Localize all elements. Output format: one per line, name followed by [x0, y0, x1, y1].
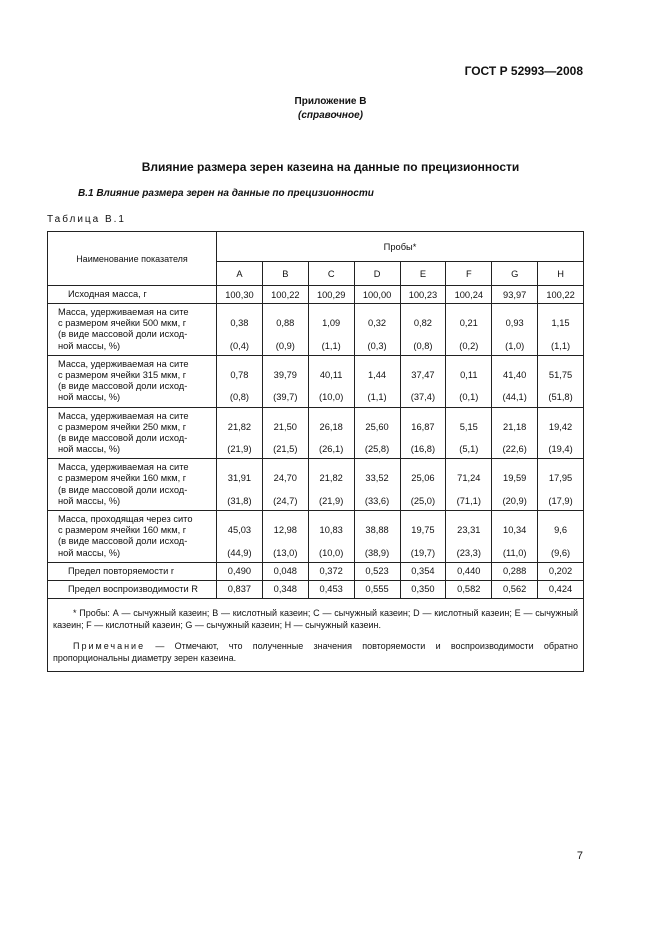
- spacer: [448, 514, 489, 525]
- spacer: [540, 514, 581, 525]
- document-code: ГОСТ Р 52993—2008: [464, 64, 583, 78]
- spacer: [357, 359, 398, 370]
- percent-value: (26,1): [319, 444, 344, 455]
- spacer: [540, 329, 581, 340]
- mass-value: 0,32: [368, 318, 387, 329]
- percent-value: (24,7): [273, 495, 298, 506]
- spacer: [540, 536, 581, 547]
- mass-value: 39,79: [273, 369, 297, 380]
- spacer: [311, 462, 352, 473]
- row-label-line: Масса, удерживаемая на сите: [58, 358, 189, 369]
- table-cell: 0,348: [262, 580, 308, 598]
- row-label: [48, 304, 217, 356]
- table-container: [47, 231, 584, 672]
- row-label-line: (в виде массовой доли исход-: [58, 484, 188, 495]
- table-cell: [400, 304, 446, 356]
- mass-value: 16,87: [411, 421, 435, 432]
- percent-value: (71,1): [456, 495, 481, 506]
- percent-value: (20,9): [502, 495, 527, 506]
- mass-value: 19,42: [548, 421, 573, 432]
- spacer: [403, 514, 444, 525]
- percent-value: (10,0): [319, 392, 344, 403]
- spacer: [311, 433, 352, 444]
- table-cell: 0,288: [492, 562, 538, 580]
- table-cell: 100,22: [538, 286, 584, 304]
- spacer: [219, 307, 260, 318]
- column-header: F: [446, 262, 492, 286]
- table-row-group: [48, 459, 584, 511]
- row-label: [48, 511, 217, 563]
- spacer: [311, 536, 352, 547]
- footnote-cell: [48, 598, 584, 671]
- mass-value: 21,50: [273, 421, 297, 432]
- spacer: [219, 433, 260, 444]
- spacer: [357, 307, 398, 318]
- percent-value: (13,0): [273, 547, 298, 558]
- spacer: [311, 307, 352, 318]
- table-cell: [400, 355, 446, 407]
- spacer: [494, 411, 535, 422]
- percent-value: (17,9): [548, 495, 573, 506]
- mass-value: 26,18: [319, 421, 343, 432]
- spacer: [403, 462, 444, 473]
- percent-value: (0,8): [229, 392, 249, 403]
- mass-value: 41,40: [503, 369, 527, 380]
- percent-value: (25,8): [364, 444, 390, 455]
- mass-value: 33,52: [365, 473, 389, 484]
- table-cell: [262, 355, 308, 407]
- row-label: [48, 459, 217, 511]
- spacer: [219, 514, 260, 525]
- mass-value: 0,88: [276, 318, 295, 329]
- spacer: [357, 514, 398, 525]
- table-cell: 0,837: [217, 580, 263, 598]
- table-cell: [492, 355, 538, 407]
- spacer: [494, 329, 535, 340]
- row-label-line: с размером ячейки 500 мкм, г: [58, 318, 187, 329]
- table-cell: [354, 511, 400, 563]
- row-label: Предел воспроизводимости R: [48, 580, 217, 598]
- table-row-group: [48, 511, 584, 563]
- table-cell: [354, 407, 400, 459]
- mass-value: 1,44: [368, 369, 387, 380]
- percent-value: (11,0): [502, 547, 527, 558]
- table-cell: 0,424: [538, 580, 584, 598]
- table-cell: 100,00: [354, 286, 400, 304]
- table-cell: 0,372: [308, 562, 354, 580]
- table-cell: [217, 459, 263, 511]
- spacer: [448, 411, 489, 422]
- appendix-title: Приложение В: [294, 96, 367, 107]
- row-label-line: ной массы, %): [58, 495, 121, 506]
- table-cell: 0,490: [217, 562, 263, 580]
- appendix-subtitle: (справочное): [298, 110, 363, 121]
- row-label-line: Масса, проходящая через сито: [58, 514, 193, 524]
- percent-value: (33,6): [364, 495, 390, 506]
- header-probes-cell: Пробы*: [217, 232, 584, 262]
- percent-value: (0,2): [459, 340, 479, 351]
- table-cell: [446, 407, 492, 459]
- mass-value: 31,91: [227, 473, 252, 484]
- spacer: [403, 359, 444, 370]
- spacer: [311, 381, 352, 392]
- percent-value: (31,8): [227, 495, 252, 506]
- spacer: [403, 536, 444, 547]
- table-cell: [308, 511, 354, 563]
- column-header: B: [262, 262, 308, 286]
- percent-value: (19,4): [548, 444, 573, 455]
- spacer: [219, 359, 260, 370]
- table-cell: [354, 304, 400, 356]
- spacer: [540, 462, 581, 473]
- percent-value: (0,9): [275, 340, 295, 351]
- mass-value: 5,15: [459, 421, 478, 432]
- spacer: [494, 462, 535, 473]
- table-cell: 0,562: [492, 580, 538, 598]
- table-cell: [446, 355, 492, 407]
- percent-value: (0,1): [459, 392, 479, 403]
- spacer: [494, 381, 535, 392]
- percent-value: (1,0): [505, 340, 525, 351]
- table-cell: 100,22: [262, 286, 308, 304]
- table-cell: [538, 355, 584, 407]
- row-label-line: ной массы, %): [58, 547, 121, 558]
- spacer: [403, 307, 444, 318]
- mass-value: 38,88: [365, 525, 389, 536]
- mass-value: 9,6: [554, 525, 568, 536]
- table-cell: [354, 459, 400, 511]
- spacer: [448, 307, 489, 318]
- spacer: [265, 433, 306, 444]
- spacer: [219, 536, 260, 547]
- table-cell: 0,202: [538, 562, 584, 580]
- column-header: E: [400, 262, 446, 286]
- table-cell: [262, 511, 308, 563]
- mass-value: 10,34: [503, 525, 527, 536]
- row-label-line: Масса, удерживаемая на сите: [58, 410, 189, 421]
- main-title: Влияние размера зерен казеина на данные по прецизионности: [141, 160, 520, 174]
- percent-value: (22,6): [502, 444, 527, 455]
- mass-value: 19,59: [503, 473, 527, 484]
- spacer: [357, 329, 398, 340]
- spacer: [448, 359, 489, 370]
- table-cell: 0,440: [446, 562, 492, 580]
- table-cell: [308, 459, 354, 511]
- table-row-group: [48, 407, 584, 459]
- table-cell: 0,523: [354, 562, 400, 580]
- table-cell: 0,453: [308, 580, 354, 598]
- column-header: H: [538, 262, 584, 286]
- mass-value: 0,38: [230, 318, 249, 329]
- spacer: [265, 411, 306, 422]
- mass-value: 21,82: [319, 473, 343, 484]
- note-text: — Отмечают, что полученные значения повторяемости и воспроизводимости обратно пропорциональны диаметру зерен казеина.: [53, 640, 578, 664]
- table-cell: 0,555: [354, 580, 400, 598]
- spacer: [540, 307, 581, 318]
- column-header: G: [492, 262, 538, 286]
- percent-value: (9,6): [551, 547, 571, 558]
- table-cell: [446, 459, 492, 511]
- mass-value: 45,03: [227, 525, 252, 536]
- spacer: [219, 329, 260, 340]
- percent-value: (44,9): [227, 547, 252, 558]
- row-label-line: ной массы, %): [58, 444, 121, 455]
- mass-value: 25,60: [365, 421, 389, 432]
- table-cell: [217, 304, 263, 356]
- table-cell: [492, 511, 538, 563]
- spacer: [403, 485, 444, 496]
- spacer: [311, 329, 352, 340]
- mass-value: 21,18: [503, 421, 527, 432]
- spacer: [448, 485, 489, 496]
- spacer: [403, 411, 444, 422]
- row-label-line: ной массы, %): [58, 340, 121, 351]
- row-label: Предел повторяемости r: [48, 562, 217, 580]
- column-header: C: [308, 262, 354, 286]
- percent-value: (16,8): [410, 444, 436, 455]
- mass-value: 12,98: [273, 525, 297, 536]
- spacer: [403, 381, 444, 392]
- mass-value: 1,09: [322, 318, 341, 329]
- table-cell: [308, 407, 354, 459]
- mass-value: 0,21: [459, 318, 478, 329]
- spacer: [448, 329, 489, 340]
- table-cell: [538, 407, 584, 459]
- spacer: [540, 485, 581, 496]
- spacer: [540, 359, 581, 370]
- row-label-line: Масса, удерживаемая на сите: [58, 462, 189, 473]
- section-title: В.1 Влияние размера зерен на данные по прецизионности: [78, 188, 374, 199]
- row-label-line: с размером ячейки 160 мкм, г: [58, 473, 187, 484]
- row-label: [48, 355, 217, 407]
- row-label-line: (в виде массовой доли исход-: [58, 536, 188, 547]
- spacer: [403, 329, 444, 340]
- table-cell: 93,97: [492, 286, 538, 304]
- table-cell: 0,350: [400, 580, 446, 598]
- table-cell: [262, 407, 308, 459]
- spacer: [494, 307, 535, 318]
- spacer: [311, 359, 352, 370]
- table-row: [48, 562, 584, 580]
- spacer: [311, 411, 352, 422]
- mass-value: 51,75: [548, 369, 573, 380]
- spacer: [265, 359, 306, 370]
- table-cell: 100,29: [308, 286, 354, 304]
- row-label-line: Масса, удерживаемая на сите: [58, 307, 189, 317]
- spacer: [357, 433, 398, 444]
- spacer: [219, 462, 260, 473]
- spacer: [357, 536, 398, 547]
- table-cell: [538, 459, 584, 511]
- row-label-line: ной массы, %): [58, 392, 121, 403]
- row-label: [48, 407, 217, 459]
- column-header: D: [354, 262, 400, 286]
- header-name-cell: Наименование показателя: [48, 232, 217, 286]
- spacer: [448, 381, 489, 392]
- spacer: [448, 536, 489, 547]
- note-paragraph: [53, 640, 578, 665]
- footnote-text: * Пробы: А — сычужный казеин; В — кислотный казеин; С — сычужный казеин; D — кислотный казеин; Е — сычужный казеин; F — кислотный казеин; G — сычужный казеин; Н — сычужный казеин.: [53, 607, 578, 631]
- mass-value: 25,06: [411, 473, 435, 484]
- mass-value: 37,47: [411, 369, 435, 380]
- mass-value: 19,75: [411, 525, 435, 536]
- table-cell: [400, 407, 446, 459]
- row-label-line: с размером ячейки 250 мкм, г: [58, 421, 187, 432]
- spacer: [311, 485, 352, 496]
- percent-value: (1,1): [321, 340, 341, 351]
- percent-value: (0,4): [229, 340, 249, 351]
- page-number: 7: [576, 850, 583, 862]
- percent-value: (39,7): [273, 392, 298, 403]
- percent-value: (1,1): [367, 392, 387, 403]
- spacer: [357, 462, 398, 473]
- spacer: [540, 433, 581, 444]
- table-cell: [217, 511, 263, 563]
- percent-value: (44,1): [502, 392, 527, 403]
- percent-value: (0,3): [367, 340, 387, 351]
- row-label-line: с размером ячейки 315 мкм, г: [58, 369, 187, 380]
- mass-value: 23,31: [457, 525, 481, 536]
- spacer: [219, 381, 260, 392]
- table-cell: 0,582: [446, 580, 492, 598]
- spacer: [494, 514, 535, 525]
- table-cell: 100,30: [217, 286, 263, 304]
- spacer: [540, 411, 581, 422]
- spacer: [265, 536, 306, 547]
- mass-value: 0,82: [413, 318, 432, 329]
- table-cell: [538, 511, 584, 563]
- table-cell: [446, 511, 492, 563]
- table-cell: [492, 407, 538, 459]
- spacer: [265, 329, 306, 340]
- table-cell: [446, 304, 492, 356]
- data-table: [47, 231, 584, 672]
- table-label: Таблица В.1: [47, 214, 126, 225]
- spacer: [494, 485, 535, 496]
- row-label-line: с размером ячейки 160 мкм, г: [58, 525, 187, 536]
- percent-value: (5,1): [459, 444, 479, 455]
- table-cell: [308, 304, 354, 356]
- percent-value: (38,9): [364, 547, 390, 558]
- spacer: [265, 514, 306, 525]
- table-row-group: [48, 355, 584, 407]
- mass-value: 1,15: [551, 318, 570, 329]
- percent-value: (25,0): [410, 495, 436, 506]
- percent-value: (37,4): [410, 392, 436, 403]
- mass-value: 21,82: [227, 421, 252, 432]
- mass-value: 0,11: [460, 369, 478, 380]
- percent-value: (10,0): [319, 547, 344, 558]
- table-cell: [217, 407, 263, 459]
- spacer: [494, 433, 535, 444]
- table-body: [48, 286, 584, 599]
- spacer: [265, 381, 306, 392]
- table-cell: 100,23: [400, 286, 446, 304]
- spacer: [540, 381, 581, 392]
- row-label-line: (в виде массовой доли исход-: [58, 432, 188, 443]
- table-row: [48, 286, 584, 304]
- spacer: [494, 536, 535, 547]
- spacer: [265, 307, 306, 318]
- spacer: [311, 514, 352, 525]
- column-header: A: [217, 262, 263, 286]
- percent-value: (19,7): [410, 547, 436, 558]
- mass-value: 17,95: [548, 473, 573, 484]
- table-row-group: [48, 304, 584, 356]
- table-cell: [262, 304, 308, 356]
- spacer: [357, 411, 398, 422]
- table-cell: [262, 459, 308, 511]
- spacer: [265, 462, 306, 473]
- mass-value: 40,11: [319, 369, 343, 380]
- table-cell: [538, 304, 584, 356]
- note-label: Примечание: [73, 640, 146, 651]
- table-cell: [492, 304, 538, 356]
- mass-value: 0,78: [230, 369, 249, 380]
- spacer: [219, 411, 260, 422]
- table-cell: [400, 511, 446, 563]
- spacer: [357, 381, 398, 392]
- percent-value: (23,3): [456, 547, 481, 558]
- table-row: [48, 580, 584, 598]
- table-cell: [400, 459, 446, 511]
- percent-value: (51,8): [548, 392, 573, 403]
- row-label: Исходная масса, г: [48, 286, 217, 304]
- spacer: [357, 485, 398, 496]
- row-label-line: (в виде массовой доли исход-: [58, 381, 188, 392]
- percent-value: (21,9): [319, 495, 344, 506]
- percent-value: (0,8): [413, 340, 433, 351]
- table-cell: [354, 355, 400, 407]
- table-cell: 0,354: [400, 562, 446, 580]
- mass-value: 10,83: [319, 525, 343, 536]
- table-cell: [217, 355, 263, 407]
- table-cell: [492, 459, 538, 511]
- table-cell: 0,048: [262, 562, 308, 580]
- mass-value: 24,70: [273, 473, 297, 484]
- spacer: [494, 359, 535, 370]
- mass-value: 71,24: [457, 473, 481, 484]
- percent-value: (1,1): [551, 340, 571, 351]
- row-label-line: (в виде массовой доли исход-: [58, 329, 188, 340]
- mass-value: 0,93: [505, 318, 524, 329]
- spacer: [219, 485, 260, 496]
- percent-value: (21,9): [227, 444, 252, 455]
- table-cell: [308, 355, 354, 407]
- spacer: [448, 433, 489, 444]
- spacer: [403, 433, 444, 444]
- table-cell: 100,24: [446, 286, 492, 304]
- spacer: [265, 485, 306, 496]
- spacer: [448, 462, 489, 473]
- percent-value: (21,5): [273, 444, 298, 455]
